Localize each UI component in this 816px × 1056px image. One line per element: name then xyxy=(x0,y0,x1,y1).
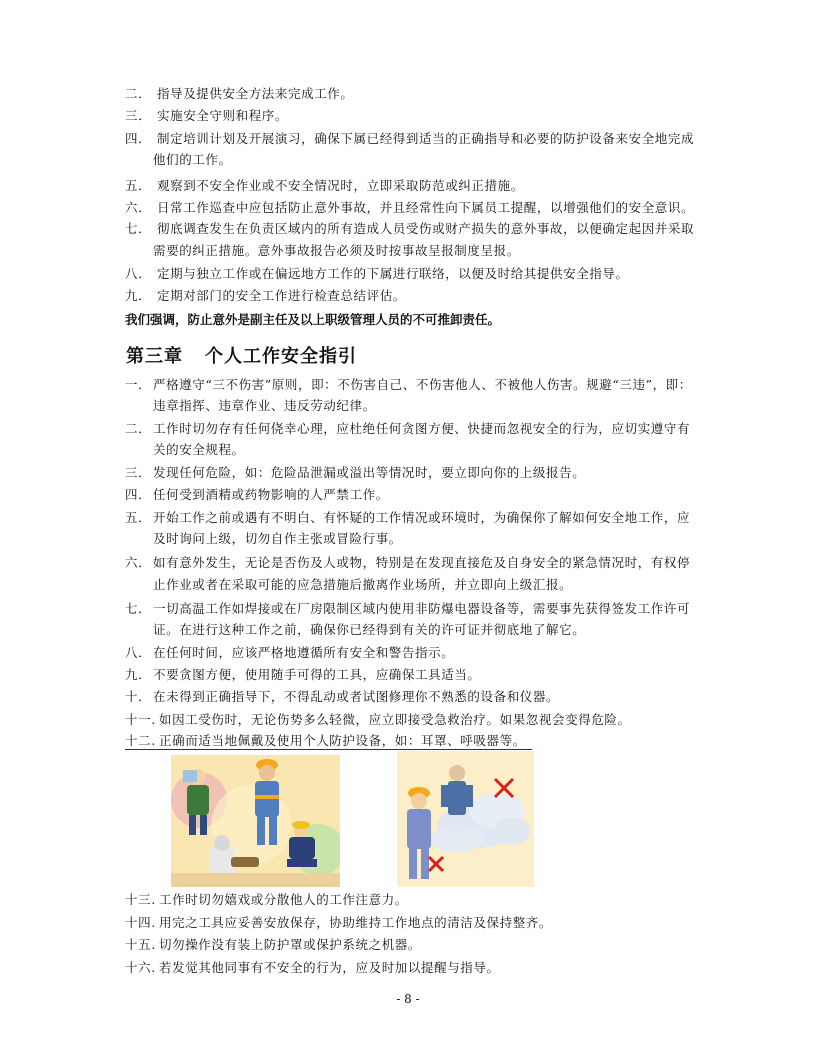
item-text: 开始工作之前或遇有不明白、有怀疑的工作情况或环境时，为确保你了解如何安全地工作，应 xyxy=(153,510,691,525)
item-number: 十四. xyxy=(125,915,156,930)
item-number: 九． xyxy=(125,667,152,682)
page-number: - 8 - xyxy=(396,992,420,1006)
item-text: 在任何时间，应该严格地遵循所有安全和警告指示。 xyxy=(153,645,455,660)
item-number: 十二. xyxy=(125,733,156,748)
item-number: 十三. xyxy=(125,892,156,907)
item-text: 定期对部门的安全工作进行检查总结评估。 xyxy=(157,288,406,303)
item-text: 指导及提供安全方法来完成工作。 xyxy=(157,86,354,101)
ppe-workers-illustration-icon xyxy=(171,755,340,887)
list-item xyxy=(125,667,481,683)
item-text: 在未得到正确指导下，不得乱动或者试图修理你不熟悉的设备和仪器。 xyxy=(153,689,560,704)
item-continuation: 他们的工作。 xyxy=(153,152,232,167)
list-item xyxy=(125,892,408,908)
list-item xyxy=(125,487,389,503)
item-number: 十五. xyxy=(125,937,156,952)
item-text: 严格遵守“三不伤害”原则，即：不伤害自己、不伤害他人、不被他人伤害。规避“三违”，即： xyxy=(153,377,692,392)
chapter-title: 个人工作安全指引 xyxy=(205,346,357,367)
list-item xyxy=(125,555,690,571)
chapter-number: 第三章 xyxy=(126,346,183,367)
item-text: 如有意外发生，无论是否伤及人或物，特别是在发现直接危及自身安全的紧急情况时，有权停 xyxy=(153,555,691,570)
item-number: 五． xyxy=(125,178,152,193)
item-number: 二． xyxy=(125,86,152,101)
list-item xyxy=(125,712,631,728)
list-item xyxy=(125,465,585,481)
list-item xyxy=(125,601,690,617)
list-item xyxy=(125,510,690,526)
item-number: 八． xyxy=(125,645,152,660)
item-text: 观察到不安全作业或不安全情况时，立即采取防范或纠正措施。 xyxy=(157,178,524,193)
item-text: 正确而适当地佩戴及使用个人防护设备，如：耳罩、呼吸器等。 xyxy=(159,733,526,748)
item-text: 用完之工具应妥善安放保存，协助维持工作地点的清洁及保持整齐。 xyxy=(159,915,553,930)
item-number: 二． xyxy=(125,421,152,436)
list-item xyxy=(125,733,526,749)
list-item xyxy=(125,645,454,661)
item-text: 定期与独立工作或在偏远地方工作的下属进行联络，以便及时给其提供安全指导。 xyxy=(157,266,629,281)
item-text: 实施安全守则和程序。 xyxy=(157,108,289,123)
list-item xyxy=(125,108,288,124)
item-continuation: 及时询问上级，切勿自作主张或冒险行事。 xyxy=(153,531,402,546)
list-item xyxy=(125,960,500,976)
chapter-heading xyxy=(126,342,357,368)
emphasis-statement: 我们强调，防止意外是副主任及以上职级管理人员的不可推卸责任。 xyxy=(125,312,501,327)
item-text: 发现任何危险，如：危险品泄漏或溢出等情况时，要立即向你的上级报告。 xyxy=(153,465,586,480)
item-text: 工作时切勿嬉戏或分散他人的工作注意力。 xyxy=(159,892,408,907)
item-number: 六． xyxy=(125,200,152,215)
list-item xyxy=(125,915,552,931)
item-number: 三． xyxy=(125,108,152,123)
list-item xyxy=(125,200,694,216)
item-number: 五． xyxy=(125,510,152,525)
list-item xyxy=(125,266,629,282)
item-number: 三． xyxy=(125,465,152,480)
item-number: 四． xyxy=(125,487,152,502)
item-text: 不要贪图方便，使用随手可得的工具，应确保工具适当。 xyxy=(153,667,481,682)
item-number: 一． xyxy=(125,377,152,392)
item-number: 九． xyxy=(125,288,152,303)
item-number: 七． xyxy=(125,601,152,616)
item-text: 一切高温工作如焊接或在厂房限制区域内使用非防爆电器设备等，需要事先获得签发工作许可 xyxy=(153,601,691,616)
item-continuation: 证。在进行这种工作之前，确保你已经得到有关的许可证并彻底地了解它。 xyxy=(153,622,586,637)
item-text: 制定培训计划及开展演习，确保下属已经得到适当的正确指导和必要的防护设备来安全地完成 xyxy=(157,131,695,146)
item-number: 六． xyxy=(125,555,152,570)
list-item xyxy=(125,178,524,194)
list-item xyxy=(125,377,692,393)
underline xyxy=(125,749,532,750)
item-continuation: 止作业或者在采取可能的应急措施后撤离作业场所，并立即向上级汇报。 xyxy=(153,577,573,592)
list-item xyxy=(125,131,694,147)
item-continuation: 需要的纠正措施。意外事故报告必须及时按事故呈报制度呈报。 xyxy=(153,243,520,258)
item-text: 如因工受伤时，无论伤势多么轻微，应立即接受急救治疗。如果忽视会变得危险。 xyxy=(159,712,631,727)
item-continuation: 关的安全规程。 xyxy=(153,442,245,457)
item-number: 十一. xyxy=(125,712,156,727)
item-text: 日常工作巡查中应包括防止意外事故，并且经常性向下属员工提醒，以增强他们的安全意识。 xyxy=(157,200,695,215)
item-number: 四． xyxy=(125,131,152,146)
item-text: 彻底调查发生在负责区域内的所有造成人员受伤或财产损失的意外事故，以便确定起因并采取 xyxy=(157,221,695,236)
list-item xyxy=(125,221,694,237)
item-number: 十六. xyxy=(125,960,156,975)
item-number: 八． xyxy=(125,266,152,281)
list-item xyxy=(125,421,690,437)
list-item xyxy=(125,86,354,102)
item-text: 工作时切勿存有任何侥幸心理，应杜绝任何贪图方便、快捷而忽视安全的行为，应切实遵守有 xyxy=(153,421,691,436)
hazard-fumes-illustration-icon xyxy=(397,751,534,887)
list-item xyxy=(125,689,559,705)
item-text: 若发觉其他同事有不安全的行为，应及时加以提醒与指导。 xyxy=(159,960,500,975)
item-text: 任何受到酒精或药物影响的人严禁工作。 xyxy=(153,487,389,502)
item-number: 十． xyxy=(125,689,152,704)
item-text: 切勿操作没有装上防护罩或保护系统之机器。 xyxy=(159,937,422,952)
item-continuation: 违章指挥、违章作业、违反劳动纪律。 xyxy=(153,398,376,413)
item-number: 七． xyxy=(125,221,152,236)
list-item xyxy=(125,937,421,953)
list-item xyxy=(125,288,406,304)
